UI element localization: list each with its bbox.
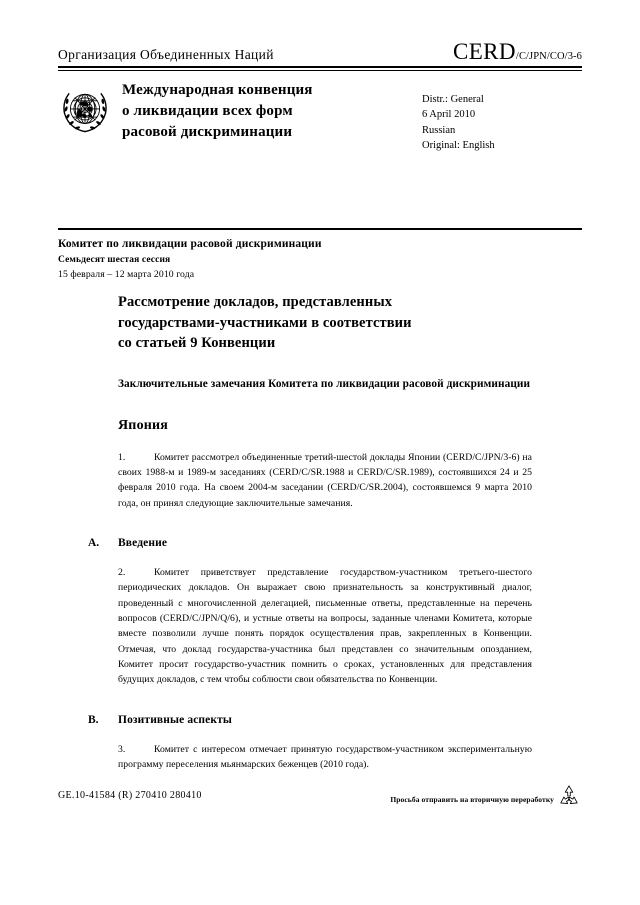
page-title-line-1: Рассмотрение докладов, представленных [118,294,393,310]
organization-name: Организация Объединенных Наций [58,47,274,63]
committee-name: Комитет по ликвидации расовой дискриминации [58,238,322,250]
committee-session: Семьдесят шестая сессия [58,254,171,265]
distribution-date: 6 April 2010 [422,109,476,121]
convention-title-line-1: Международная конвенция [122,81,313,98]
convention-title-line-3: расовой дискриминации [122,124,293,141]
section-a [88,511,532,688]
masthead-title-left [58,80,313,144]
page-footer [58,790,582,808]
section-b [88,688,532,773]
committee-block [58,237,582,282]
distribution-type: Distr.: General [422,93,484,105]
section-a-letter: A. [88,537,100,550]
paragraph-3-number: 3. [118,743,126,755]
page-title-line-3: со статьей 9 Конвенции [118,335,276,352]
paragraph-1-text: Комитет рассмотрел объединенные третий-шестой доклады Японии (CERD/C/JPN/3-6) на своих 1988-м и 1989-м заседаниях (CERD/C/SR.1988 и CERD/C/SR.1989), состоявшихся 24 и 25 февраля 2010 года. На своем 2004-м заседании (CERD/C/SR.2004), состоявшемся 9 марта 2010 года, он принял следующие заключительные замечания. [118,451,532,509]
paragraph-1-number: 1. [118,451,126,463]
document-symbol-suffix: /C/JPN/CO/3-6 [515,51,582,62]
convention-title [122,80,313,144]
distribution-language: Russian [422,124,456,136]
paragraph-2-text: Комитет приветствует представление государством-участником третьего-шестого периодических докладов. Он выражает свою признательность за конструктивный диалог, проведенный с многочисленной делегацией, письменные ответы, представленные на перечень вопросов (CERD/C/JPN/Q/6), и устные ответы на вопросы, заданные членами Комитета, которые вместе позволили лучше понять порядок осуществления прав, закрепленных в Конвенции. Отмечая, что доклад государства-участника был представлен со значительным опозданием, Комитет просит государство-участник помнить о сроках, установленных для представления будущих докладов, с тем чтобы соблюсти свои обязательства по Конвенции. [118,567,532,686]
convention-title-line-2: о ликвидации всех форм [122,102,293,119]
masthead-rule-thin [58,70,582,71]
distribution-block [422,92,582,154]
paragraph-2-number: 2. [118,567,126,579]
page-subtitle: Заключительные замечания Комитета по ликвидации расовой дискриминации [118,377,531,390]
document-symbol [453,40,582,63]
committee-session-dates: 15 февраля – 12 марта 2010 года [58,269,195,281]
page-title [118,292,532,354]
un-emblem-icon [58,83,112,137]
document-body [88,292,532,772]
page-title-line-2: государствами-участниками в соответствии [118,314,412,331]
document-job-code: GE.10-41584 (R) 270410 280410 [58,790,202,801]
section-a-heading [88,537,532,550]
recycle-notice [390,790,582,808]
section-divider-rule [58,228,582,230]
document-symbol-main: CERD [452,39,516,64]
section-a-title: Введение [118,537,168,550]
recycle-notice-text: Просьба отправить на вторичную переработку [390,794,554,804]
paragraph-1 [118,434,532,511]
section-b-title: Позитивные аспекты [118,713,233,726]
masthead [58,40,582,154]
distribution-original: Original: English [422,140,495,152]
masthead-title-row [58,80,582,154]
masthead-rule-thick [58,66,582,68]
masthead-top-row [58,40,582,65]
paragraph-3-text: Комитет с интересом отмечает принятую государством-участником экспериментальную программу переселения мьянмарских беженцев (2010 года). [118,743,532,771]
section-b-letter: B. [88,713,99,726]
recycling-icon [556,784,582,808]
paragraph-3 [118,726,532,773]
country-heading: Япония [118,417,169,433]
section-b-heading [88,713,532,726]
paragraph-2 [118,549,532,688]
